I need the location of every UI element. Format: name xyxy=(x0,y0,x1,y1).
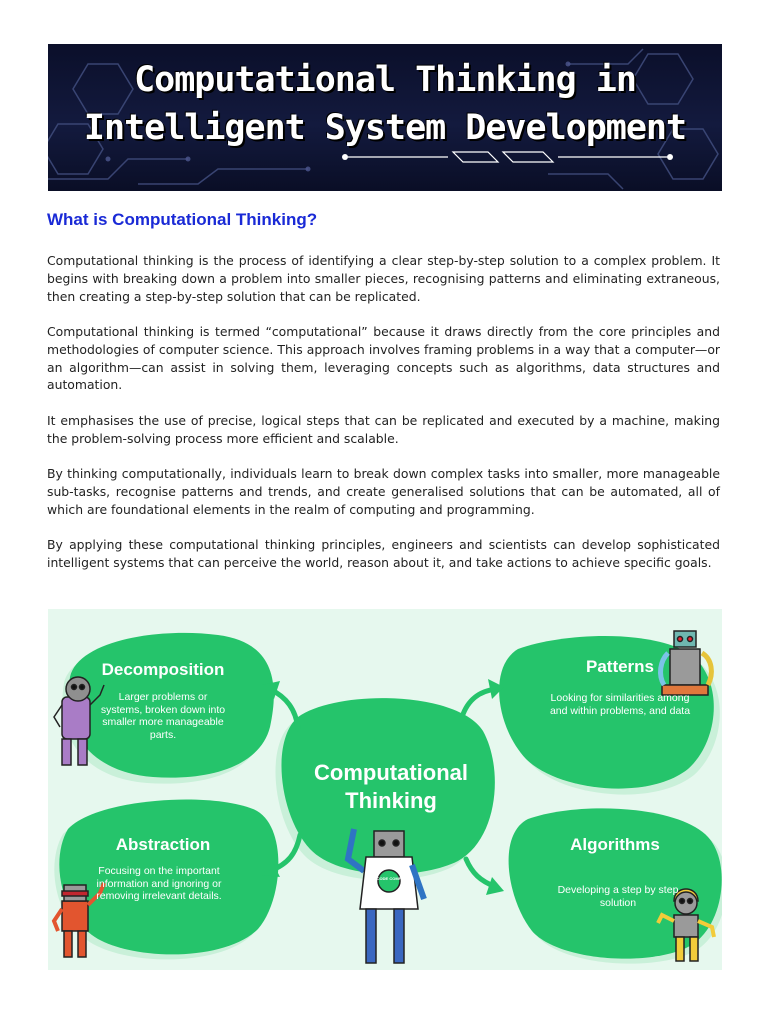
paragraph-5: By applying these computational thinking principles, engineers and scientists can develop sophisticated intelligent systems that can perceive the world, reason about it, and take actions to achieve specific goals. xyxy=(47,537,720,570)
algorithms-text: Developing a step by step solution xyxy=(557,884,679,909)
banner-title-line1: Computational Thinking in xyxy=(134,60,636,100)
decomposition-title: Decomposition xyxy=(101,660,225,679)
patterns-title: Patterns xyxy=(585,657,655,676)
paragraph-4: By thinking computationally, individuals learn to break down complex tasks into smaller, more manageable sub-tasks, recognise patterns and trends, and create generalised solutions that can be automated, all of which are foundational elements in the realm of computing and programming. xyxy=(47,466,720,517)
abstraction-title: Abstraction xyxy=(115,835,211,854)
section-heading: What is Computational Thinking? xyxy=(47,210,318,229)
decomposition-text: Larger problems or systems, broken down into smaller more manageable parts. xyxy=(100,691,226,741)
computational-thinking-infographic xyxy=(48,609,722,970)
center-title-line2: Thinking xyxy=(345,788,437,813)
patterns-text: Looking for similarities among and within problems, and data xyxy=(549,692,691,717)
center-title-line1: Computational xyxy=(314,760,468,785)
banner-title xyxy=(48,56,722,152)
paragraph-1: Computational thinking is the process of identifying a clear step-by-step solution to a complex problem. It begins with breaking down a problem into smaller pieces, recognising patterns and eliminating extraneous, then creating a step-by-step solution that can be replicated. xyxy=(47,253,720,304)
header-banner xyxy=(48,44,722,191)
center-title xyxy=(288,759,494,815)
abstraction-text: Focusing on the important information and ignoring or removing irrelevant details. xyxy=(96,865,222,902)
paragraph-3: It emphasises the use of precise, logical steps that can be replicated and executed by a machine, making the problem-solving process more efficient and scalable. xyxy=(47,413,720,446)
banner-title-line2: Intelligent System Development xyxy=(83,108,687,148)
robot-shirt-text: CODE COMP xyxy=(376,876,402,881)
paragraph-2: Computational thinking is termed “computational” because it draws directly from the core principles and methodologies of computer science. This approach involves framing problems in a way that a computer—or an algorithm—can assist in solving them, leveraging concepts such as algorithms, data structures and automation. xyxy=(47,324,720,393)
algorithms-title: Algorithms xyxy=(570,835,660,854)
